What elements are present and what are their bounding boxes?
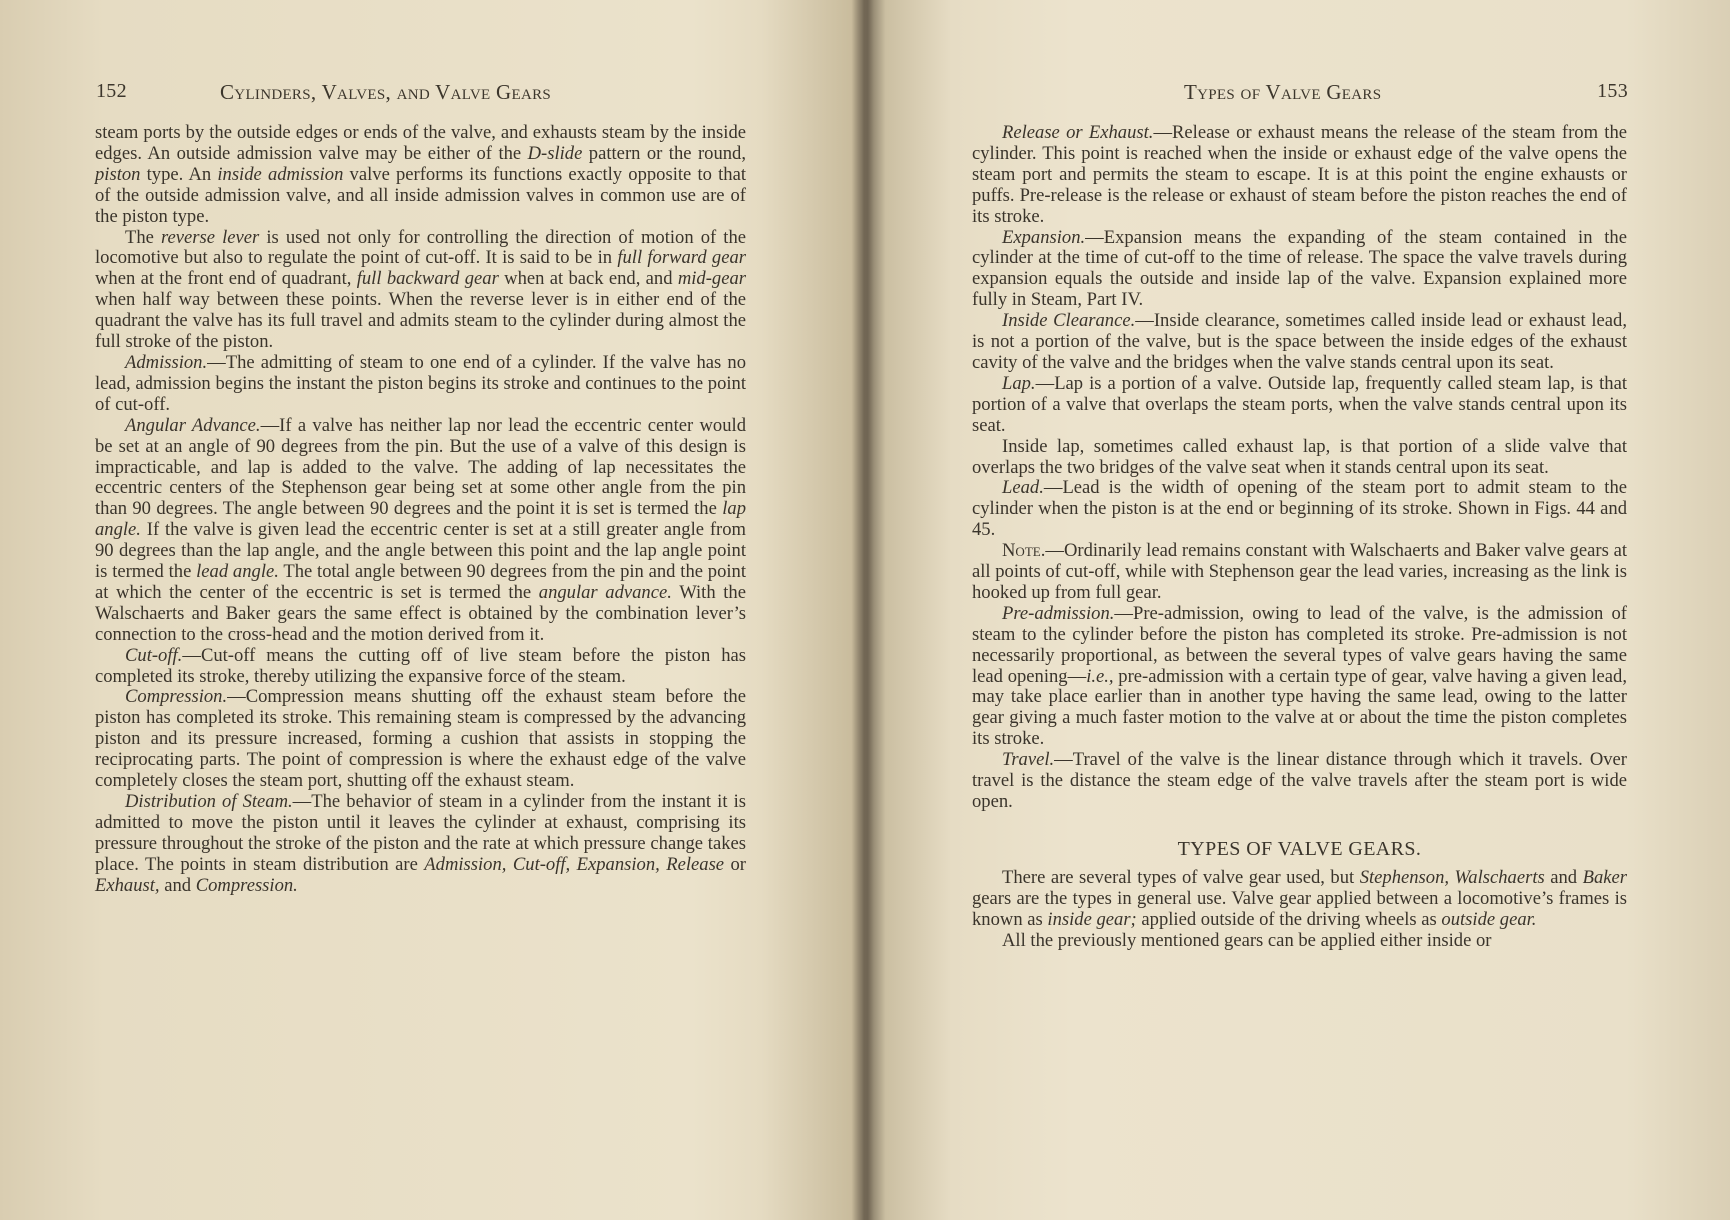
paragraph: All the previously mentioned gears can be applied either inside or xyxy=(1002,929,1492,951)
paragraph: Angular Advance.—If a valve has neither lap nor lead the eccentric center would be set at an angle of 90 degrees from the pin. But the use of a valve of this design is impracticable, and lap is added to the valve. The adding of lap necessitates the eccentric centers of the Stephenson gear being set at some other angle from the pin than 90 degrees. The angle between 90 degrees and the point it is set is termed the lap angle. If the valve is given lead the eccentric center is set at a still greater angle from 90 degrees than the lap angle, and the angle between this point and the lap angle point is termed the lead angle. The total angle between 90 degrees from the pin and the point at which the center of the eccentric is set is termed the angular advance. With the Walschaerts and Baker gears the same effect is obtained by the combination lever’s connection to the cross-head and the motion derived from it. xyxy=(95,414,747,645)
paragraph: Lead.—Lead is the width of opening of the steam port to admit steam to the cylinder when the piston is at the end or beginning of its stroke. Shown in Figs. 44 and 45. xyxy=(972,477,1627,541)
paragraph: Lap.—Lap is a portion of a valve. Outside lap, frequently called steam lap, is that portion of a valve that overlaps the steam ports, when the valve stands central upon its seat. xyxy=(972,372,1627,436)
page-number: 152 xyxy=(96,80,127,102)
paragraph: Travel.—Travel of the valve is the linear distance through which it travels. Over travel is the distance the steam edge of the valve travels after the steam port is wide open. xyxy=(972,749,1627,812)
paragraph: Note.—Ordinarily lead remains constant with Walschaerts and Baker valve gears at all points of cut-off, while with Stephenson gear the lead varies, increasing as the link is hooked up from full gear. xyxy=(972,540,1627,603)
running-head-title: Cylinders, Valves, and Valve Gears xyxy=(220,80,552,104)
paragraph: Cut-off.—Cut-off means the cutting off of live steam before the piston has completed its stroke, thereby utilizing the expansive force of the steam. xyxy=(95,644,746,687)
right-page xyxy=(868,0,1730,1220)
paragraph: There are several types of valve gear used, but Stephenson, Walschaerts and Baker gears are the types in general use. Valve gear applied between a locomotive’s frames is known as inside gear; applied outside of the driving wheels as outside gear. xyxy=(972,866,1628,930)
left-text-column xyxy=(95,123,746,897)
running-head-title: Types of Valve Gears xyxy=(1184,80,1382,104)
left-page xyxy=(0,0,862,1220)
paragraph: Distribution of Steam.—The behavior of steam in a cylinder from the instant it is admitted to move the piston until it leaves the cylinder at exhaust, comprising its pressure throughout the stroke of the piston and the rate at which pressure change takes place. The points in steam distribution are Admission, Cut-off, Expansion, Release or Exhaust, and Compression. xyxy=(95,791,746,896)
section-heading: TYPES OF VALVE GEARS. xyxy=(1177,837,1422,860)
right-text-column xyxy=(972,123,1627,951)
paragraph: Admission.—The admitting of steam to one end of a cylinder. If the valve has no lead, admission begins the instant the piston begins its stroke and continues to the point of cut-off. xyxy=(95,351,746,415)
paragraph: Inside Clearance.—Inside clearance, sometimes called inside lead or exhaust lead, is not a portion of the valve, but is the space between the inside edges of the exhaust cavity of the valve and the bridges when the valve stands central upon its seat. xyxy=(972,310,1627,373)
paragraph: Compression.—Compression means shutting off the exhaust steam before the piston has completed its stroke. This remaining steam is compressed by the advancing piston and its pressure increased, forming a cushion that assists in stopping the reciprocating parts. The point of compression is where the exhaust edge of the valve completely closes the steam port, shutting off the exhaust steam. xyxy=(95,686,746,792)
right-running-head xyxy=(968,80,1628,108)
paragraph: The reverse lever is used not only for controlling the direction of motion of the locomotive but also to regulate the point of cut-off. It is said to be in full forward gear when at the front end of quadrant, full backward gear when at back end, and mid-gear when half way between these points. When the reverse lever is in either end of the quadrant the valve has its full travel and admits steam to the cylinder during almost the full stroke of the piston. xyxy=(95,226,746,353)
left-running-head xyxy=(96,80,746,108)
paragraph: steam ports by the outside edges or ends of the valve, and exhausts steam by the inside edges. An outside admission valve may be either of the D-slide pattern or the round, piston type. An inside admission valve performs its functions exactly opposite to that of the outside admission valve, and all inside admission valves in common use are of the piston type. xyxy=(95,122,746,227)
paragraph: Pre-admission.—Pre-admission, owing to lead of the valve, is the admission of steam to the cylinder before the piston has completed its stroke. Pre-admission is not necessarily proportional, as between the several types of valve gears having the same lead opening—i.e., pre-admission with a certain type of gear, valve having a given lead, may take place earlier than in another type having the same lead, owing to the latter gear giving a much faster motion to the valve at or about the time the piston completes its stroke. xyxy=(972,602,1627,750)
paragraph: Release or Exhaust.—Release or exhaust means the release of the steam from the cylinder. This point is reached when the inside or exhaust edge of the valve opens the steam port and permits the steam to escape. It is at this point the engine exhausts or puffs. Pre-release is the release or exhaust of steam before the piston reaches the end of its stroke. xyxy=(972,122,1628,227)
paragraph: Inside lap, sometimes called exhaust lap, is that portion of a slide valve that overlaps the two bridges of the valve seat when it stands central upon its seat. xyxy=(972,435,1627,478)
paragraph: Expansion.—Expansion means the expanding of the steam contained in the cylinder at the time of cut-off to the time of release. The space the valve travels during expansion equals the outside and inside lap of the valve. Expansion explained more fully in Steam, Part IV. xyxy=(972,226,1627,311)
page-number: 153 xyxy=(1597,80,1628,102)
